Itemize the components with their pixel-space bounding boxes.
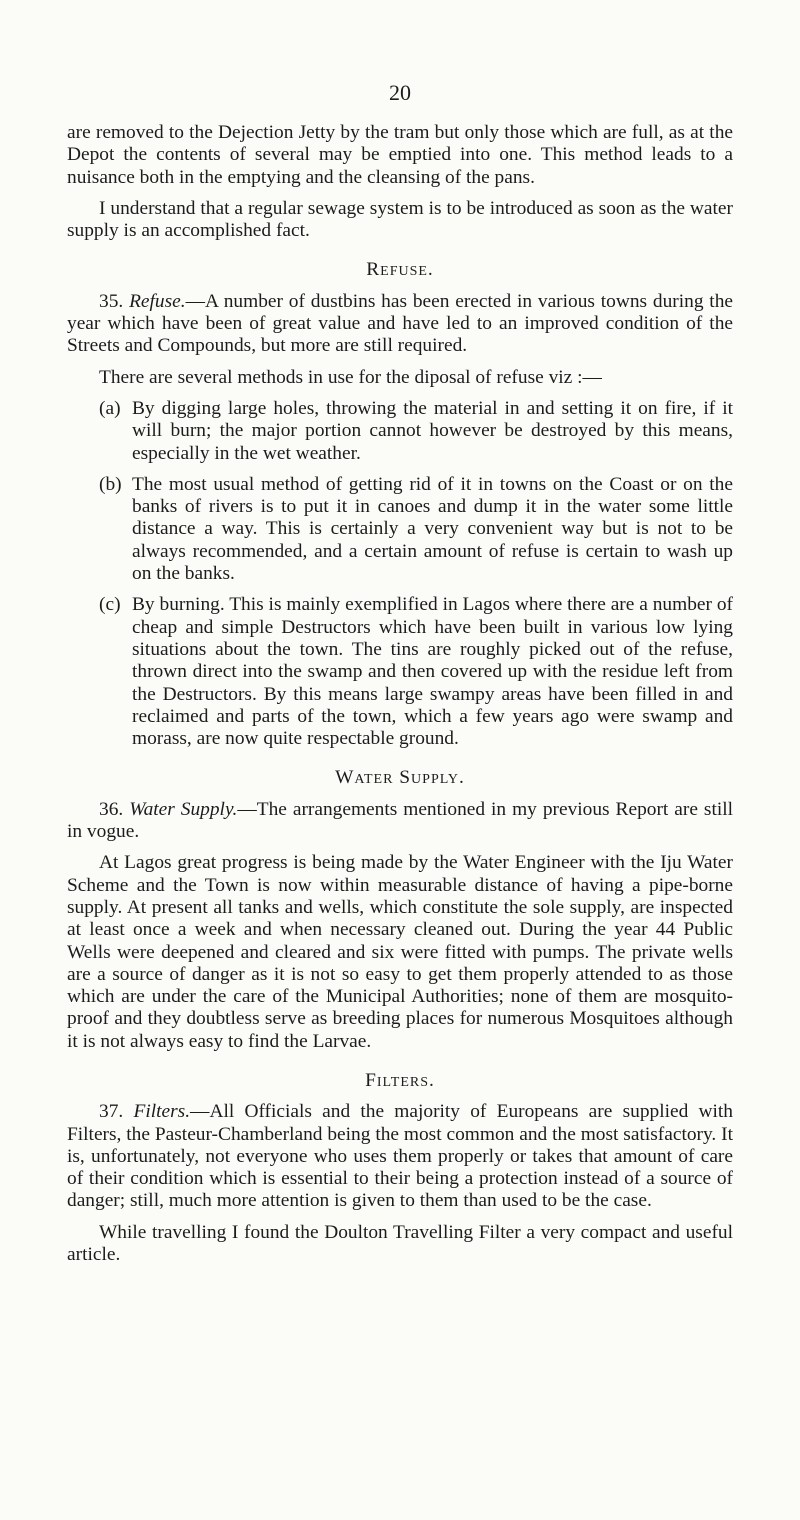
paragraph-title: Water Supply.	[129, 798, 238, 820]
lagos-water-paragraph: At Lagos great progress is being made by the Water Engineer with the Iju Water Scheme and the Town is now within measurable distance of having a pipe-borne supply. At present all tanks and wells, which constitute the sole supply, are inspected at least once a week and when necessary cleaned out. During the year 44 Public Wells were deepened and cleared and six were fitted with pumps. The private wells are a source of danger as it is not so easy to get them properly attended to as those which are under the care of the Municipal Authorities; none of them are mosquito-proof and they doubtless serve as breeding places for numerous Mosquitoes although it is not always easy to find the Larvae.	[67, 852, 733, 1052]
paragraph-title: Refuse.	[129, 290, 186, 312]
list-item-label: (a)	[99, 397, 121, 419]
refuse-methods-intro: There are several methods in use for the diposal of refuse viz :—	[99, 366, 602, 388]
page-body	[67, 122, 733, 1266]
paragraph-number: 36.	[99, 798, 124, 820]
list-item	[99, 594, 733, 750]
paragraph-text: —A number of dustbins has been erected in various towns during the year which have been of great value and have led to an improved condition of the Streets and Compounds, but more are still required.	[67, 290, 733, 357]
paragraph-text: —All Officials and the majority of Europeans are supplied with Filters, the Pasteur-Chamberland being the most common and the most satisfactory. It is, unfortunately, not everyone who uses them properly or takes that amount of care of their condition which is essential to their being a protection instead of a source of danger; still, much more attention is given to them than used to be the case.	[67, 1101, 733, 1212]
filters-paragraph	[67, 1101, 733, 1212]
list-item-label: (c)	[99, 594, 121, 616]
paragraph-text: —The arrangements mentioned in my previous Report are still in vogue.	[67, 798, 733, 843]
list-item-text: The most usual method of getting rid of it in towns on the Coast or on the banks of rivers is to put it in canoes and dump it in the water some little distance a way. This is certainly a very convenient way but is not to be always recommended, and a certain amount of refuse is certain to wash up on the banks.	[132, 473, 733, 585]
list-item	[99, 398, 733, 465]
list-item	[99, 474, 733, 585]
list-item-label: (b)	[99, 473, 122, 495]
refuse-paragraph	[67, 291, 733, 358]
filters-heading: Filters.	[365, 1069, 435, 1091]
water-supply-paragraph	[67, 799, 733, 844]
continuation-paragraph: are removed to the Dejection Jetty by the tram but only those which are full, as at the Depot the contents of several may be emptied into one. This method leads to a nuisance both in the emptying and the cleansing of the pans.	[67, 122, 733, 188]
paragraph-title: Filters.	[133, 1101, 191, 1123]
paragraph-number: 37.	[99, 1101, 124, 1123]
list-item-text: By digging large holes, throwing the material in and setting it on fire, if it will burn; the major portion cannot however be destroyed by this means, especially in the wet weather.	[132, 397, 733, 464]
travelling-filter-paragraph: While travelling I found the Doulton Travelling Filter a very compact and useful article.	[67, 1221, 733, 1266]
list-item-text: By burning. This is mainly exemplified in Lagos where there are a number of cheap and simple Destructors which have been built in various low lying situations about the town. The tins are roughly picked out of the refuse, thrown direct into the swamp and then covered up with the residue left from the Destructors. By this means large swampy areas have been filled in and reclaimed and parts of the town, which a few years ago were swamp and morass, are now quite respectable ground.	[132, 594, 733, 750]
water-supply-heading: Water Supply.	[335, 767, 465, 789]
sewage-paragraph: I understand that a regular sewage system is to be introduced as soon as the water supply is an accomplished fact.	[67, 197, 733, 242]
paragraph-number: 35.	[99, 290, 124, 312]
refuse-heading: Refuse.	[366, 259, 434, 281]
page-number: 20	[389, 80, 411, 105]
